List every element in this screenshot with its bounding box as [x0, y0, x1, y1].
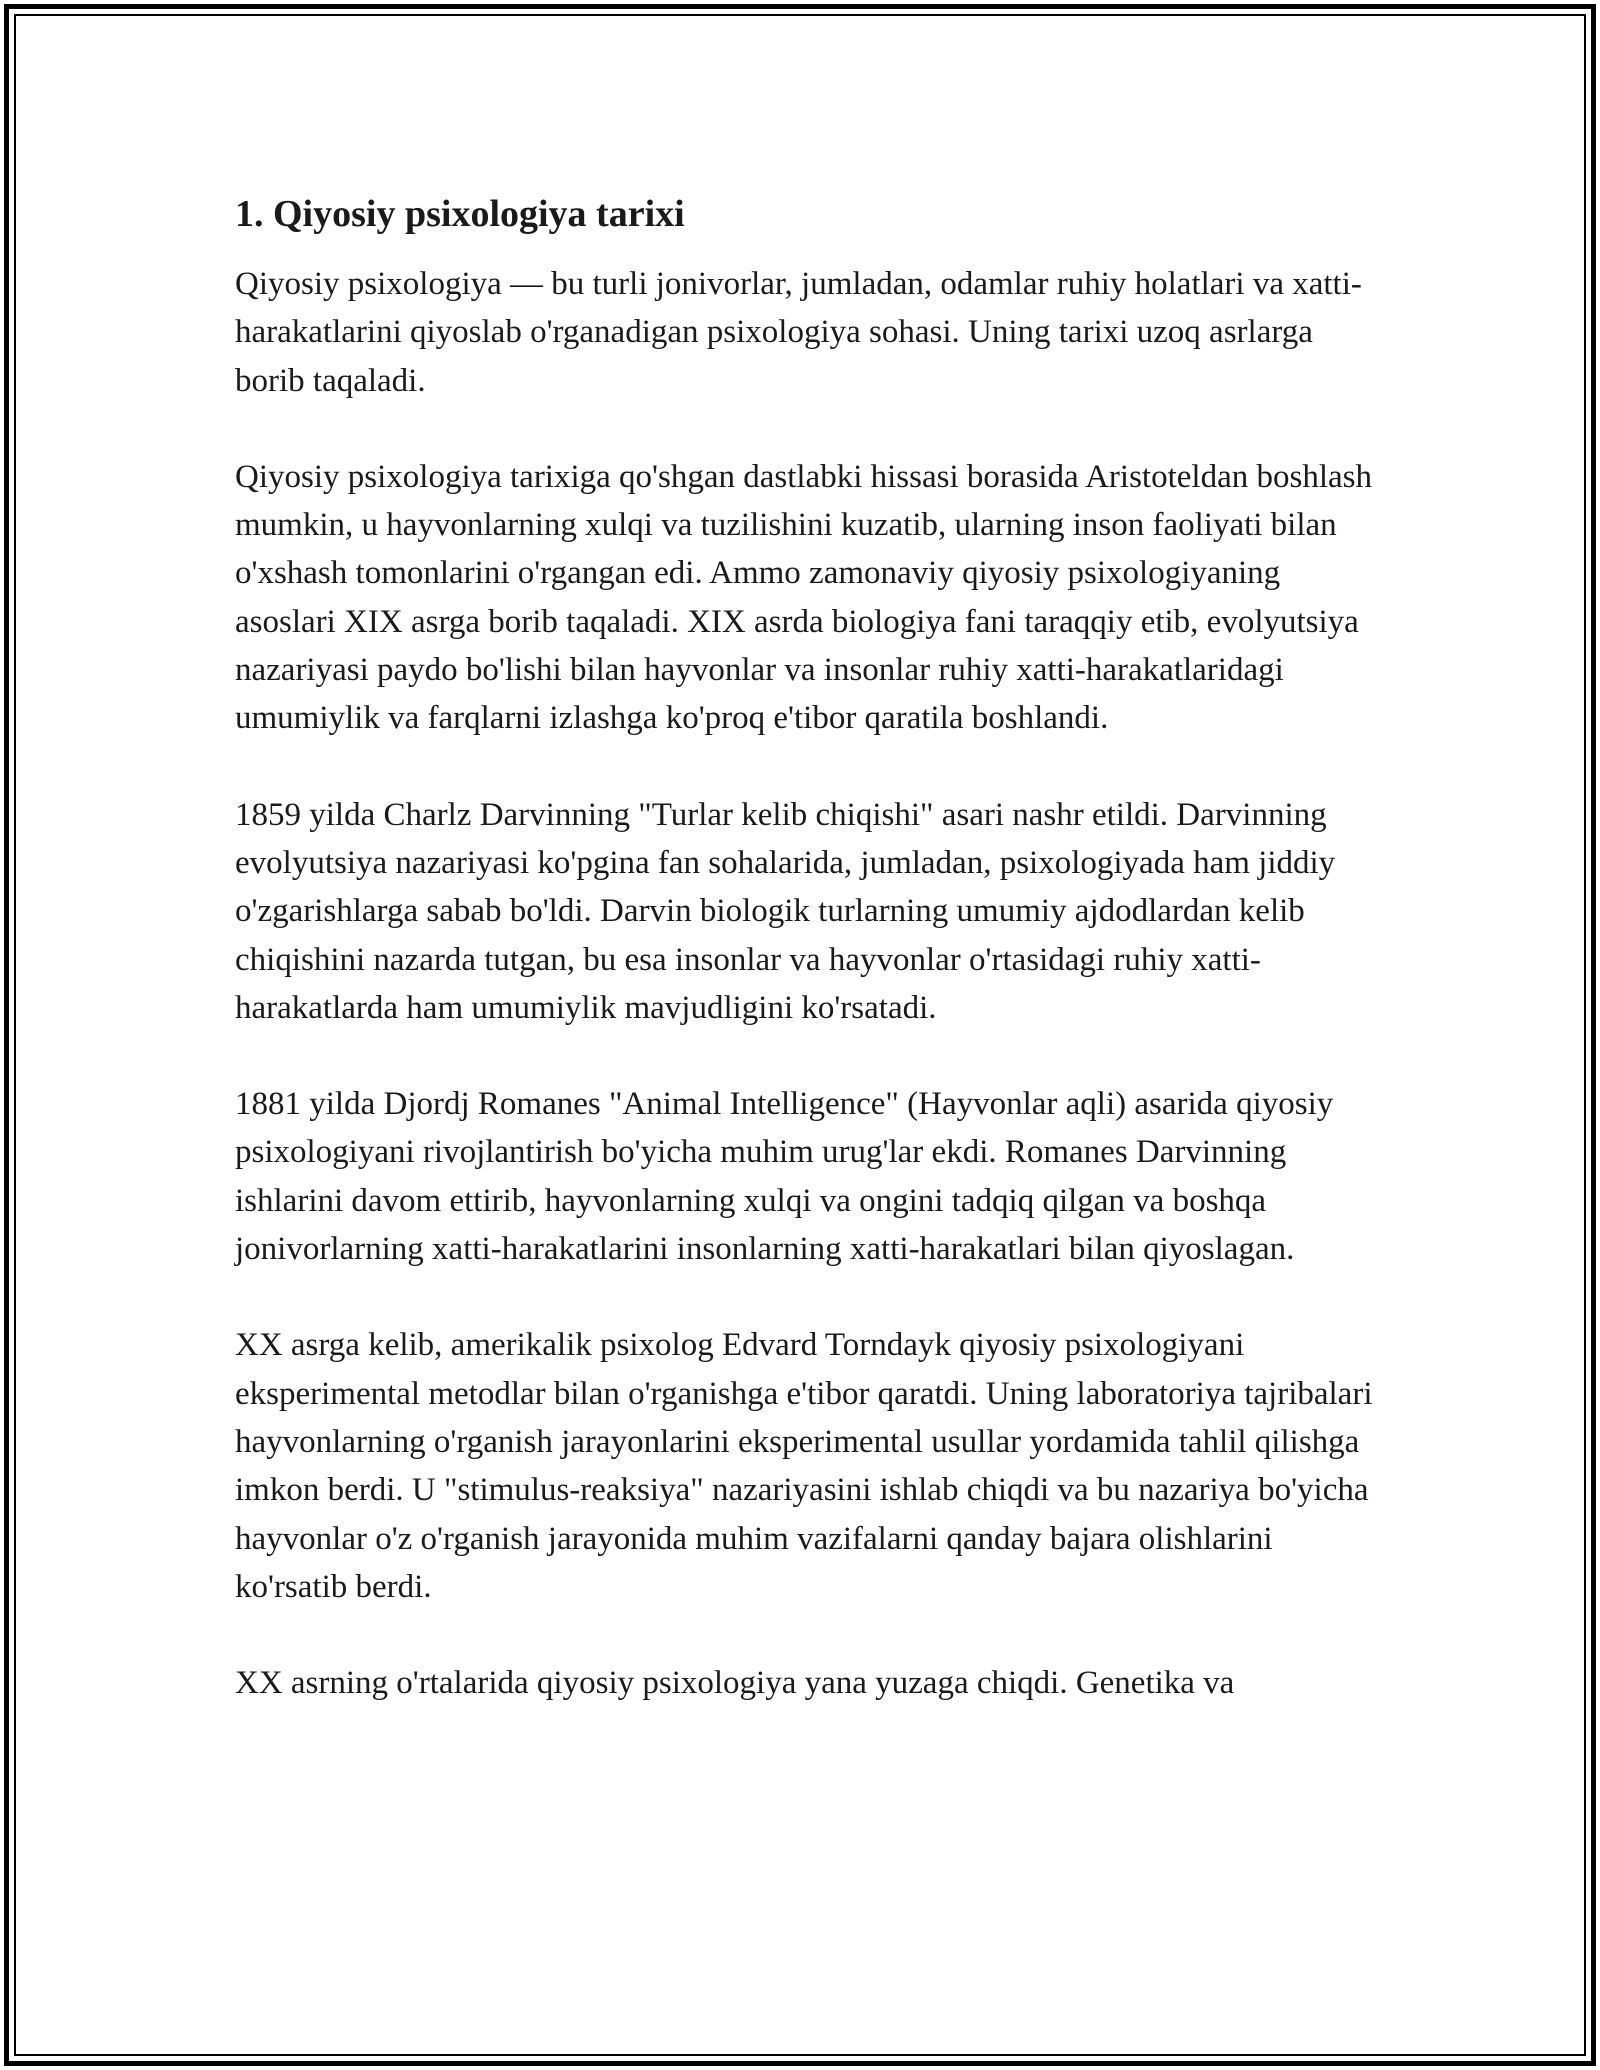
- paragraph-mid-century: XX asrning o'rtalarida qiyosiy psixologiya yana yuzaga chiqdi. Genetika va: [235, 1665, 1235, 1702]
- document-body: [235, 184, 1385, 1755]
- paragraph-thorndike: XX asrga kelib, amerikalik psixolog Edvard Torndayk qiyosiy psixologiyani eksperimental metodlar bilan o'rganishga e'tibor qaratdi. Uning laboratoriya tajribalari hayvonlarning o'rganish jarayonlarini eksperimental usullar yordamida tahlil qilishga imkon berdi. U "stimulus-reaksiya" nazariyasini ishlab chiqdi va bu nazariya bo'yicha hayvonlar o'z o'rganish jarayonida muhim vazifalarni qanday bajara olishlarini ko'rsatib berdi.: [235, 1327, 1373, 1605]
- section-heading: 1. Qiyosiy psixologiya tarixi: [235, 193, 685, 235]
- paragraph-romanes: 1881 yilda Djordj Romanes "Animal Intelligence" (Hayvonlar aqli) asarida qiyosiy psixologiyani rivojlantirish bo'yicha muhim urug'lar ekdi. Romanes Darvinning ishlarini davom ettirib, hayvonlarning xulqi va ongini tadqiq qilgan va boshqa jonivorlarning xatti-harakatlarini insonlarning xatti-harakatlari bilan qiyoslagan.: [235, 1086, 1334, 1268]
- paragraph-intro: Qiyosiy psixologiya — bu turli jonivorlar, jumladan, odamlar ruhiy holatlari va xatti-harakatlarini qiyoslab o'rganadigan psixologiya sohasi. Uning tarixi uzoq asrlarga borib taqaladi.: [235, 266, 1362, 399]
- paragraph-aristotle: Qiyosiy psixologiya tarixiga qo'shgan dastlabki hissasi borasida Aristoteldan boshlash mumkin, u hayvonlarning xulqi va tuzilishini kuzatib, ularning inson faoliyati bilan o'xshash tomonlarini o'rgangan edi. Ammo zamonaviy qiyosiy psixologiyaning asoslari XIX asrga borib taqaladi. XIX asrda biologiya fani taraqqiy etib, evolyutsiya nazariyasi paydo bo'lishi bilan hayvonlar va insonlar ruhiy xatti-harakatlaridagi umumiylik va farqlarni izlashga ko'proq e'tibor qaratila boshlandi.: [235, 458, 1372, 737]
- paragraph-darwin: 1859 yilda Charlz Darvinning "Turlar kelib chiqishi" asari nashr etildi. Darvinning evolyutsiya nazariyasi ko'pgina fan sohalarida, jumladan, psixologiyada ham jiddiy o'zgarishlarga sabab bo'ldi. Darvin biologik turlarning umumiy ajdodlardan kelib chiqishini nazarda tutgan, bu esa insonlar va hayvonlar o'rtasidagi ruhiy xatti-harakatlarda ham umumiylik mavjudligini ko'rsatadi.: [235, 796, 1336, 1026]
